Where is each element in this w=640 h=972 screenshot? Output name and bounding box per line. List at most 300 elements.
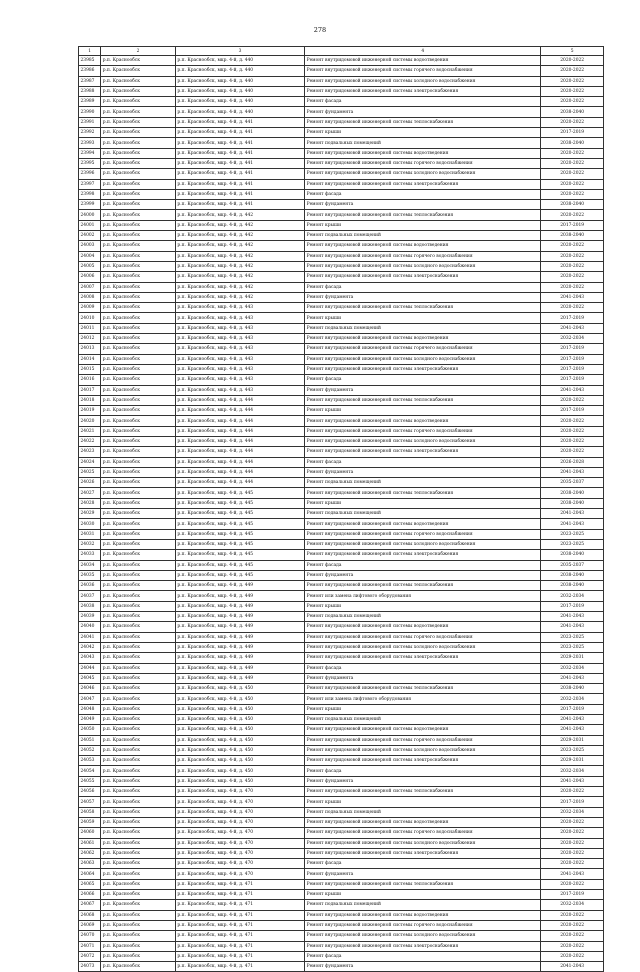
period-cell: 2041-2043 xyxy=(541,323,604,333)
row-number-cell: 24002 xyxy=(79,231,101,241)
row-number-cell: 24017 xyxy=(79,385,101,395)
work-type-cell: Ремонт внутридомовой инженерной системы холодного водоснабжения xyxy=(305,261,541,271)
locality-cell: р.п. Краснообск xyxy=(101,323,176,333)
table-row xyxy=(79,272,604,282)
address-cell: р.п. Краснообск, мкр. 4-й, д. 450 xyxy=(175,694,304,704)
locality-cell: р.п. Краснообск xyxy=(101,920,176,930)
period-cell: 2032-2034 xyxy=(541,694,604,704)
table-row xyxy=(79,828,604,838)
address-cell: р.п. Краснообск, мкр. 4-й, д. 441 xyxy=(175,169,304,179)
table-row xyxy=(79,941,604,951)
locality-cell: р.п. Краснообск xyxy=(101,622,176,632)
locality-cell: р.п. Краснообск xyxy=(101,766,176,776)
address-cell: р.п. Краснообск, мкр. 4-й, д. 440 xyxy=(175,76,304,86)
work-type-cell: Ремонт внутридомовой инженерной системы электроснабжения xyxy=(305,86,541,96)
table-row xyxy=(79,570,604,580)
row-number-cell: 24024 xyxy=(79,457,101,467)
locality-cell: р.п. Краснообск xyxy=(101,272,176,282)
row-number-cell: 24013 xyxy=(79,344,101,354)
table-row xyxy=(79,282,604,292)
work-type-cell: Ремонт внутридомовой инженерной системы водоотведения xyxy=(305,725,541,735)
row-number-cell: 23986 xyxy=(79,66,101,76)
address-cell: р.п. Краснообск, мкр. 4-й, д. 444 xyxy=(175,416,304,426)
period-cell: 2020-2022 xyxy=(541,828,604,838)
row-number-cell: 24030 xyxy=(79,519,101,529)
table-row xyxy=(79,869,604,879)
address-cell: р.п. Краснообск, мкр. 4-й, д. 443 xyxy=(175,375,304,385)
table-row xyxy=(79,951,604,961)
row-number-cell: 24022 xyxy=(79,436,101,446)
locality-cell: р.п. Краснообск xyxy=(101,900,176,910)
locality-cell: р.п. Краснообск xyxy=(101,797,176,807)
locality-cell: р.п. Краснообск xyxy=(101,869,176,879)
work-type-cell: Ремонт внутридомовой инженерной системы горячего водоснабжения xyxy=(305,828,541,838)
period-cell: 2026-2028 xyxy=(541,457,604,467)
period-cell: 2020-2022 xyxy=(541,272,604,282)
header-cell-2: 2 xyxy=(101,47,176,56)
row-number-cell: 24063 xyxy=(79,859,101,869)
work-type-cell: Ремонт крыши xyxy=(305,704,541,714)
locality-cell: р.п. Краснообск xyxy=(101,436,176,446)
locality-cell: р.п. Краснообск xyxy=(101,890,176,900)
table-row xyxy=(79,673,604,683)
period-cell: 2020-2022 xyxy=(541,76,604,86)
address-cell: р.п. Краснообск, мкр. 4-й, д. 441 xyxy=(175,158,304,168)
row-number-cell: 24037 xyxy=(79,591,101,601)
address-cell: р.п. Краснообск, мкр. 4-й, д. 442 xyxy=(175,220,304,230)
register-table xyxy=(78,46,604,972)
address-cell: р.п. Краснообск, мкр. 4-й, д. 440 xyxy=(175,66,304,76)
work-type-cell: Ремонт внутридомовой инженерной системы холодного водоснабжения xyxy=(305,76,541,86)
work-type-cell: Ремонт внутридомовой инженерной системы холодного водоснабжения xyxy=(305,436,541,446)
locality-cell: р.п. Краснообск xyxy=(101,653,176,663)
work-type-cell: Ремонт крыши xyxy=(305,498,541,508)
locality-cell: р.п. Краснообск xyxy=(101,591,176,601)
table-row xyxy=(79,498,604,508)
table-row xyxy=(79,457,604,467)
table-row xyxy=(79,220,604,230)
period-cell: 2020-2022 xyxy=(541,879,604,889)
locality-cell: р.п. Краснообск xyxy=(101,704,176,714)
table-row xyxy=(79,313,604,323)
work-type-cell: Ремонт внутридомовой инженерной системы электроснабжения xyxy=(305,272,541,282)
work-type-cell: Ремонт внутридомовой инженерной системы теплоснабжения xyxy=(305,117,541,127)
address-cell: р.п. Краснообск, мкр. 4-й, д. 449 xyxy=(175,622,304,632)
locality-cell: р.п. Краснообск xyxy=(101,828,176,838)
address-cell: р.п. Краснообск, мкр. 4-й, д. 442 xyxy=(175,272,304,282)
table-row xyxy=(79,704,604,714)
address-cell: р.п. Краснообск, мкр. 4-й, д. 470 xyxy=(175,869,304,879)
work-type-cell: Ремонт внутридомовой инженерной системы теплоснабжения xyxy=(305,787,541,797)
work-type-cell: Ремонт внутридомовой инженерной системы водоотведения xyxy=(305,910,541,920)
address-cell: р.п. Краснообск, мкр. 4-й, д. 444 xyxy=(175,467,304,477)
period-cell: 2035-2037 xyxy=(541,478,604,488)
period-cell: 2020-2022 xyxy=(541,179,604,189)
row-number-cell: 24058 xyxy=(79,807,101,817)
work-type-cell: Ремонт фасада xyxy=(305,189,541,199)
row-number-cell: 24001 xyxy=(79,220,101,230)
row-number-cell: 24061 xyxy=(79,838,101,848)
row-number-cell: 24066 xyxy=(79,890,101,900)
row-number-cell: 23995 xyxy=(79,158,101,168)
table-row xyxy=(79,447,604,457)
address-cell: р.п. Краснообск, мкр. 4-й, д. 450 xyxy=(175,725,304,735)
work-type-cell: Ремонт внутридомовой инженерной системы водоотведения xyxy=(305,519,541,529)
period-cell: 2020-2022 xyxy=(541,838,604,848)
address-cell: р.п. Краснообск, мкр. 4-й, д. 441 xyxy=(175,128,304,138)
table-row xyxy=(79,364,604,374)
row-number-cell: 24048 xyxy=(79,704,101,714)
locality-cell: р.п. Краснообск xyxy=(101,725,176,735)
period-cell: 2032-2034 xyxy=(541,591,604,601)
table-row xyxy=(79,241,604,251)
work-type-cell: Ремонт подвальных помещений xyxy=(305,323,541,333)
period-cell: 2017-2019 xyxy=(541,406,604,416)
work-type-cell: Ремонт внутридомовой инженерной системы горячего водоснабжения xyxy=(305,632,541,642)
row-number-cell: 24051 xyxy=(79,735,101,745)
row-number-cell: 24069 xyxy=(79,920,101,930)
table-row xyxy=(79,323,604,333)
address-cell: р.п. Краснообск, мкр. 4-й, д. 441 xyxy=(175,138,304,148)
work-type-cell: Ремонт внутридомовой инженерной системы электроснабжения xyxy=(305,653,541,663)
period-cell: 2020-2022 xyxy=(541,241,604,251)
table-row xyxy=(79,715,604,725)
table-row xyxy=(79,200,604,210)
table-row xyxy=(79,612,604,622)
locality-cell: р.п. Краснообск xyxy=(101,313,176,323)
work-type-cell: Ремонт внутридомовой инженерной системы теплоснабжения xyxy=(305,395,541,405)
address-cell: р.п. Краснообск, мкр. 4-й, д. 444 xyxy=(175,436,304,446)
address-cell: р.п. Краснообск, мкр. 4-й, д. 471 xyxy=(175,890,304,900)
period-cell: 2020-2022 xyxy=(541,787,604,797)
row-number-cell: 24041 xyxy=(79,632,101,642)
work-type-cell: Ремонт внутридомовой инженерной системы холодного водоснабжения xyxy=(305,745,541,755)
period-cell: 2029-2031 xyxy=(541,756,604,766)
work-type-cell: Ремонт крыши xyxy=(305,220,541,230)
work-type-cell: Ремонт подвальных помещений xyxy=(305,900,541,910)
work-type-cell: Ремонт внутридомовой инженерной системы электроснабжения xyxy=(305,756,541,766)
address-cell: р.п. Краснообск, мкр. 4-й, д. 445 xyxy=(175,539,304,549)
row-number-cell: 24005 xyxy=(79,261,101,271)
table-row xyxy=(79,581,604,591)
work-type-cell: Ремонт крыши xyxy=(305,601,541,611)
address-cell: р.п. Краснообск, мкр. 4-й, д. 445 xyxy=(175,570,304,580)
work-type-cell: Ремонт фундамента xyxy=(305,570,541,580)
row-number-cell: 24056 xyxy=(79,787,101,797)
work-type-cell: Ремонт внутридомовой инженерной системы холодного водоснабжения xyxy=(305,169,541,179)
table-row xyxy=(79,66,604,76)
table-row xyxy=(79,601,604,611)
work-type-cell: Ремонт внутридомовой инженерной системы электроснабжения xyxy=(305,550,541,560)
address-cell: р.п. Краснообск, мкр. 4-й, д. 450 xyxy=(175,735,304,745)
locality-cell: р.п. Краснообск xyxy=(101,612,176,622)
work-type-cell: Ремонт подвальных помещений xyxy=(305,807,541,817)
table-row xyxy=(79,509,604,519)
locality-cell: р.п. Краснообск xyxy=(101,859,176,869)
period-cell: 2041-2043 xyxy=(541,622,604,632)
row-number-cell: 24012 xyxy=(79,334,101,344)
row-number-cell: 24027 xyxy=(79,488,101,498)
period-cell: 2017-2019 xyxy=(541,601,604,611)
work-type-cell: Ремонт внутридомовой инженерной системы электроснабжения xyxy=(305,179,541,189)
work-type-cell: Ремонт внутридомовой инженерной системы теплоснабжения xyxy=(305,488,541,498)
address-cell: р.п. Краснообск, мкр. 4-й, д. 442 xyxy=(175,210,304,220)
work-type-cell: Ремонт внутридомовой инженерной системы теплоснабжения xyxy=(305,303,541,313)
row-number-cell: 24070 xyxy=(79,931,101,941)
table-row xyxy=(79,148,604,158)
work-type-cell: Ремонт фасада xyxy=(305,663,541,673)
table-row xyxy=(79,797,604,807)
row-number-cell: 24016 xyxy=(79,375,101,385)
period-cell: 2032-2034 xyxy=(541,334,604,344)
address-cell: р.п. Краснообск, мкр. 4-й, д. 471 xyxy=(175,962,304,972)
row-number-cell: 23991 xyxy=(79,117,101,127)
locality-cell: р.п. Краснообск xyxy=(101,128,176,138)
locality-cell: р.п. Краснообск xyxy=(101,694,176,704)
table-row xyxy=(79,488,604,498)
period-cell: 2020-2022 xyxy=(541,910,604,920)
locality-cell: р.п. Краснообск xyxy=(101,210,176,220)
table-row xyxy=(79,385,604,395)
address-cell: р.п. Краснообск, мкр. 4-й, д. 443 xyxy=(175,344,304,354)
work-type-cell: Ремонт внутридомовой инженерной системы электроснабжения xyxy=(305,941,541,951)
locality-cell: р.п. Краснообск xyxy=(101,158,176,168)
table-row xyxy=(79,261,604,271)
period-cell: 2020-2022 xyxy=(541,859,604,869)
period-cell: 2017-2019 xyxy=(541,364,604,374)
locality-cell: р.п. Краснообск xyxy=(101,663,176,673)
locality-cell: р.п. Краснообск xyxy=(101,169,176,179)
table-row xyxy=(79,76,604,86)
work-type-cell: Ремонт или замена лифтового оборудования xyxy=(305,694,541,704)
work-type-cell: Ремонт фасада xyxy=(305,97,541,107)
row-number-cell: 24021 xyxy=(79,426,101,436)
address-cell: р.п. Краснообск, мкр. 4-й, д. 440 xyxy=(175,97,304,107)
locality-cell: р.п. Краснообск xyxy=(101,931,176,941)
period-cell: 2020-2022 xyxy=(541,848,604,858)
address-cell: р.п. Краснообск, мкр. 4-й, д. 450 xyxy=(175,756,304,766)
locality-cell: р.п. Краснообск xyxy=(101,642,176,652)
page-number: 278 xyxy=(313,26,327,34)
address-cell: р.п. Краснообск, мкр. 4-й, д. 449 xyxy=(175,591,304,601)
locality-cell: р.п. Краснообск xyxy=(101,817,176,827)
row-number-cell: 23997 xyxy=(79,179,101,189)
locality-cell: р.п. Краснообск xyxy=(101,632,176,642)
work-type-cell: Ремонт подвальных помещений xyxy=(305,478,541,488)
locality-cell: р.п. Краснообск xyxy=(101,354,176,364)
locality-cell: р.п. Краснообск xyxy=(101,97,176,107)
work-type-cell: Ремонт фасада xyxy=(305,766,541,776)
period-cell: 2041-2043 xyxy=(541,869,604,879)
work-type-cell: Ремонт внутридомовой инженерной системы горячего водоснабжения xyxy=(305,66,541,76)
work-type-cell: Ремонт внутридомовой инженерной системы теплоснабжения xyxy=(305,581,541,591)
work-type-cell: Ремонт крыши xyxy=(305,890,541,900)
work-type-cell: Ремонт внутридомовой инженерной системы горячего водоснабжения xyxy=(305,529,541,539)
register-table-body xyxy=(79,47,604,972)
period-cell: 2017-2019 xyxy=(541,354,604,364)
period-cell: 2020-2022 xyxy=(541,436,604,446)
period-cell: 2032-2034 xyxy=(541,663,604,673)
locality-cell: р.п. Краснообск xyxy=(101,560,176,570)
work-type-cell: Ремонт внутридомовой инженерной системы электроснабжения xyxy=(305,848,541,858)
locality-cell: р.п. Краснообск xyxy=(101,251,176,261)
work-type-cell: Ремонт крыши xyxy=(305,406,541,416)
period-cell: 2017-2019 xyxy=(541,890,604,900)
table-row xyxy=(79,395,604,405)
locality-cell: р.п. Краснообск xyxy=(101,478,176,488)
address-cell: р.п. Краснообск, мкр. 4-й, д. 444 xyxy=(175,447,304,457)
work-type-cell: Ремонт подвальных помещений xyxy=(305,612,541,622)
row-number-cell: 24035 xyxy=(79,570,101,580)
address-cell: р.п. Краснообск, мкр. 4-й, д. 471 xyxy=(175,900,304,910)
row-number-cell: 24020 xyxy=(79,416,101,426)
table-row xyxy=(79,756,604,766)
row-number-cell: 24067 xyxy=(79,900,101,910)
work-type-cell: Ремонт внутридомовой инженерной системы водоотведения xyxy=(305,56,541,66)
period-cell: 2038-2040 xyxy=(541,570,604,580)
period-cell: 2017-2019 xyxy=(541,375,604,385)
period-cell: 2023-2025 xyxy=(541,745,604,755)
table-row xyxy=(79,107,604,117)
header-cell-1: 1 xyxy=(79,47,101,56)
locality-cell: р.п. Краснообск xyxy=(101,241,176,251)
period-cell: 2032-2034 xyxy=(541,766,604,776)
address-cell: р.п. Краснообск, мкр. 4-й, д. 443 xyxy=(175,303,304,313)
work-type-cell: Ремонт фасада xyxy=(305,282,541,292)
address-cell: р.п. Краснообск, мкр. 4-й, д. 445 xyxy=(175,488,304,498)
table-row xyxy=(79,859,604,869)
row-number-cell: 24046 xyxy=(79,684,101,694)
table-row xyxy=(79,642,604,652)
work-type-cell: Ремонт фундамента xyxy=(305,776,541,786)
work-type-cell: Ремонт внутридомовой инженерной системы горячего водоснабжения xyxy=(305,344,541,354)
table-row xyxy=(79,416,604,426)
row-number-cell: 24032 xyxy=(79,539,101,549)
row-number-cell: 24050 xyxy=(79,725,101,735)
address-cell: р.п. Краснообск, мкр. 4-й, д. 444 xyxy=(175,478,304,488)
period-cell: 2041-2043 xyxy=(541,385,604,395)
period-cell: 2029-2031 xyxy=(541,653,604,663)
row-number-cell: 23992 xyxy=(79,128,101,138)
header-cell-3: 3 xyxy=(175,47,304,56)
table-row xyxy=(79,467,604,477)
table-row xyxy=(79,684,604,694)
locality-cell: р.п. Краснообск xyxy=(101,509,176,519)
locality-cell: р.п. Краснообск xyxy=(101,673,176,683)
period-cell: 2041-2043 xyxy=(541,509,604,519)
address-cell: р.п. Краснообск, мкр. 4-й, д. 470 xyxy=(175,838,304,848)
locality-cell: р.п. Краснообск xyxy=(101,303,176,313)
locality-cell: р.п. Краснообск xyxy=(101,519,176,529)
row-number-cell: 24007 xyxy=(79,282,101,292)
table-row xyxy=(79,179,604,189)
address-cell: р.п. Краснообск, мкр. 4-й, д. 449 xyxy=(175,653,304,663)
period-cell: 2023-2025 xyxy=(541,529,604,539)
locality-cell: р.п. Краснообск xyxy=(101,910,176,920)
work-type-cell: Ремонт фасада xyxy=(305,457,541,467)
row-number-cell: 24060 xyxy=(79,828,101,838)
period-cell: 2020-2022 xyxy=(541,303,604,313)
address-cell: р.п. Краснообск, мкр. 4-й, д. 443 xyxy=(175,385,304,395)
period-cell: 2020-2022 xyxy=(541,97,604,107)
locality-cell: р.п. Краснообск xyxy=(101,117,176,127)
address-cell: р.п. Краснообск, мкр. 4-й, д. 471 xyxy=(175,920,304,930)
table-row xyxy=(79,169,604,179)
work-type-cell: Ремонт внутридомовой инженерной системы холодного водоснабжения xyxy=(305,642,541,652)
row-number-cell: 24025 xyxy=(79,467,101,477)
table-row xyxy=(79,848,604,858)
address-cell: р.п. Краснообск, мкр. 4-й, д. 450 xyxy=(175,745,304,755)
table-row xyxy=(79,128,604,138)
period-cell: 2020-2022 xyxy=(541,210,604,220)
locality-cell: р.п. Краснообск xyxy=(101,261,176,271)
locality-cell: р.п. Краснообск xyxy=(101,745,176,755)
address-cell: р.п. Краснообск, мкр. 4-й, д. 449 xyxy=(175,632,304,642)
locality-cell: р.п. Краснообск xyxy=(101,601,176,611)
locality-cell: р.п. Краснообск xyxy=(101,220,176,230)
address-cell: р.п. Краснообск, мкр. 4-й, д. 445 xyxy=(175,529,304,539)
address-cell: р.п. Краснообск, мкр. 4-й, д. 450 xyxy=(175,704,304,714)
table-row xyxy=(79,787,604,797)
work-type-cell: Ремонт подвальных помещений xyxy=(305,138,541,148)
period-cell: 2020-2022 xyxy=(541,920,604,930)
address-cell: р.п. Краснообск, мкр. 4-й, д. 444 xyxy=(175,426,304,436)
address-cell: р.п. Краснообск, мкр. 4-й, д. 443 xyxy=(175,334,304,344)
locality-cell: р.п. Краснообск xyxy=(101,684,176,694)
work-type-cell: Ремонт фундамента xyxy=(305,292,541,302)
locality-cell: р.п. Краснообск xyxy=(101,426,176,436)
row-number-cell: 24065 xyxy=(79,879,101,889)
period-cell: 2041-2043 xyxy=(541,715,604,725)
locality-cell: р.п. Краснообск xyxy=(101,86,176,96)
locality-cell: р.п. Краснообск xyxy=(101,570,176,580)
locality-cell: р.п. Краснообск xyxy=(101,962,176,972)
row-number-cell: 24039 xyxy=(79,612,101,622)
table-row xyxy=(79,735,604,745)
locality-cell: р.п. Краснообск xyxy=(101,364,176,374)
period-cell: 2020-2022 xyxy=(541,951,604,961)
period-cell: 2041-2043 xyxy=(541,292,604,302)
period-cell: 2020-2022 xyxy=(541,56,604,66)
locality-cell: р.п. Краснообск xyxy=(101,735,176,745)
table-row xyxy=(79,550,604,560)
work-type-cell: Ремонт внутридомовой инженерной системы горячего водоснабжения xyxy=(305,920,541,930)
locality-cell: р.п. Краснообск xyxy=(101,715,176,725)
row-number-cell: 24068 xyxy=(79,910,101,920)
period-cell: 2038-2040 xyxy=(541,684,604,694)
address-cell: р.п. Краснообск, мкр. 4-й, д. 450 xyxy=(175,766,304,776)
work-type-cell: Ремонт фасада xyxy=(305,560,541,570)
table-row xyxy=(79,591,604,601)
table-row xyxy=(79,303,604,313)
table-row xyxy=(79,231,604,241)
locality-cell: р.п. Краснообск xyxy=(101,488,176,498)
row-number-cell: 24040 xyxy=(79,622,101,632)
period-cell: 2023-2025 xyxy=(541,642,604,652)
work-type-cell: Ремонт фундамента xyxy=(305,467,541,477)
table-row xyxy=(79,807,604,817)
table-row xyxy=(79,375,604,385)
period-cell: 2017-2019 xyxy=(541,313,604,323)
work-type-cell: Ремонт внутридомовой инженерной системы водоотведения xyxy=(305,241,541,251)
locality-cell: р.п. Краснообск xyxy=(101,76,176,86)
table-row xyxy=(79,931,604,941)
address-cell: р.п. Краснообск, мкр. 4-й, д. 449 xyxy=(175,642,304,652)
period-cell: 2020-2022 xyxy=(541,158,604,168)
locality-cell: р.п. Краснообск xyxy=(101,148,176,158)
address-cell: р.п. Краснообск, мкр. 4-й, д. 443 xyxy=(175,313,304,323)
work-type-cell: Ремонт внутридомовой инженерной системы горячего водоснабжения xyxy=(305,251,541,261)
